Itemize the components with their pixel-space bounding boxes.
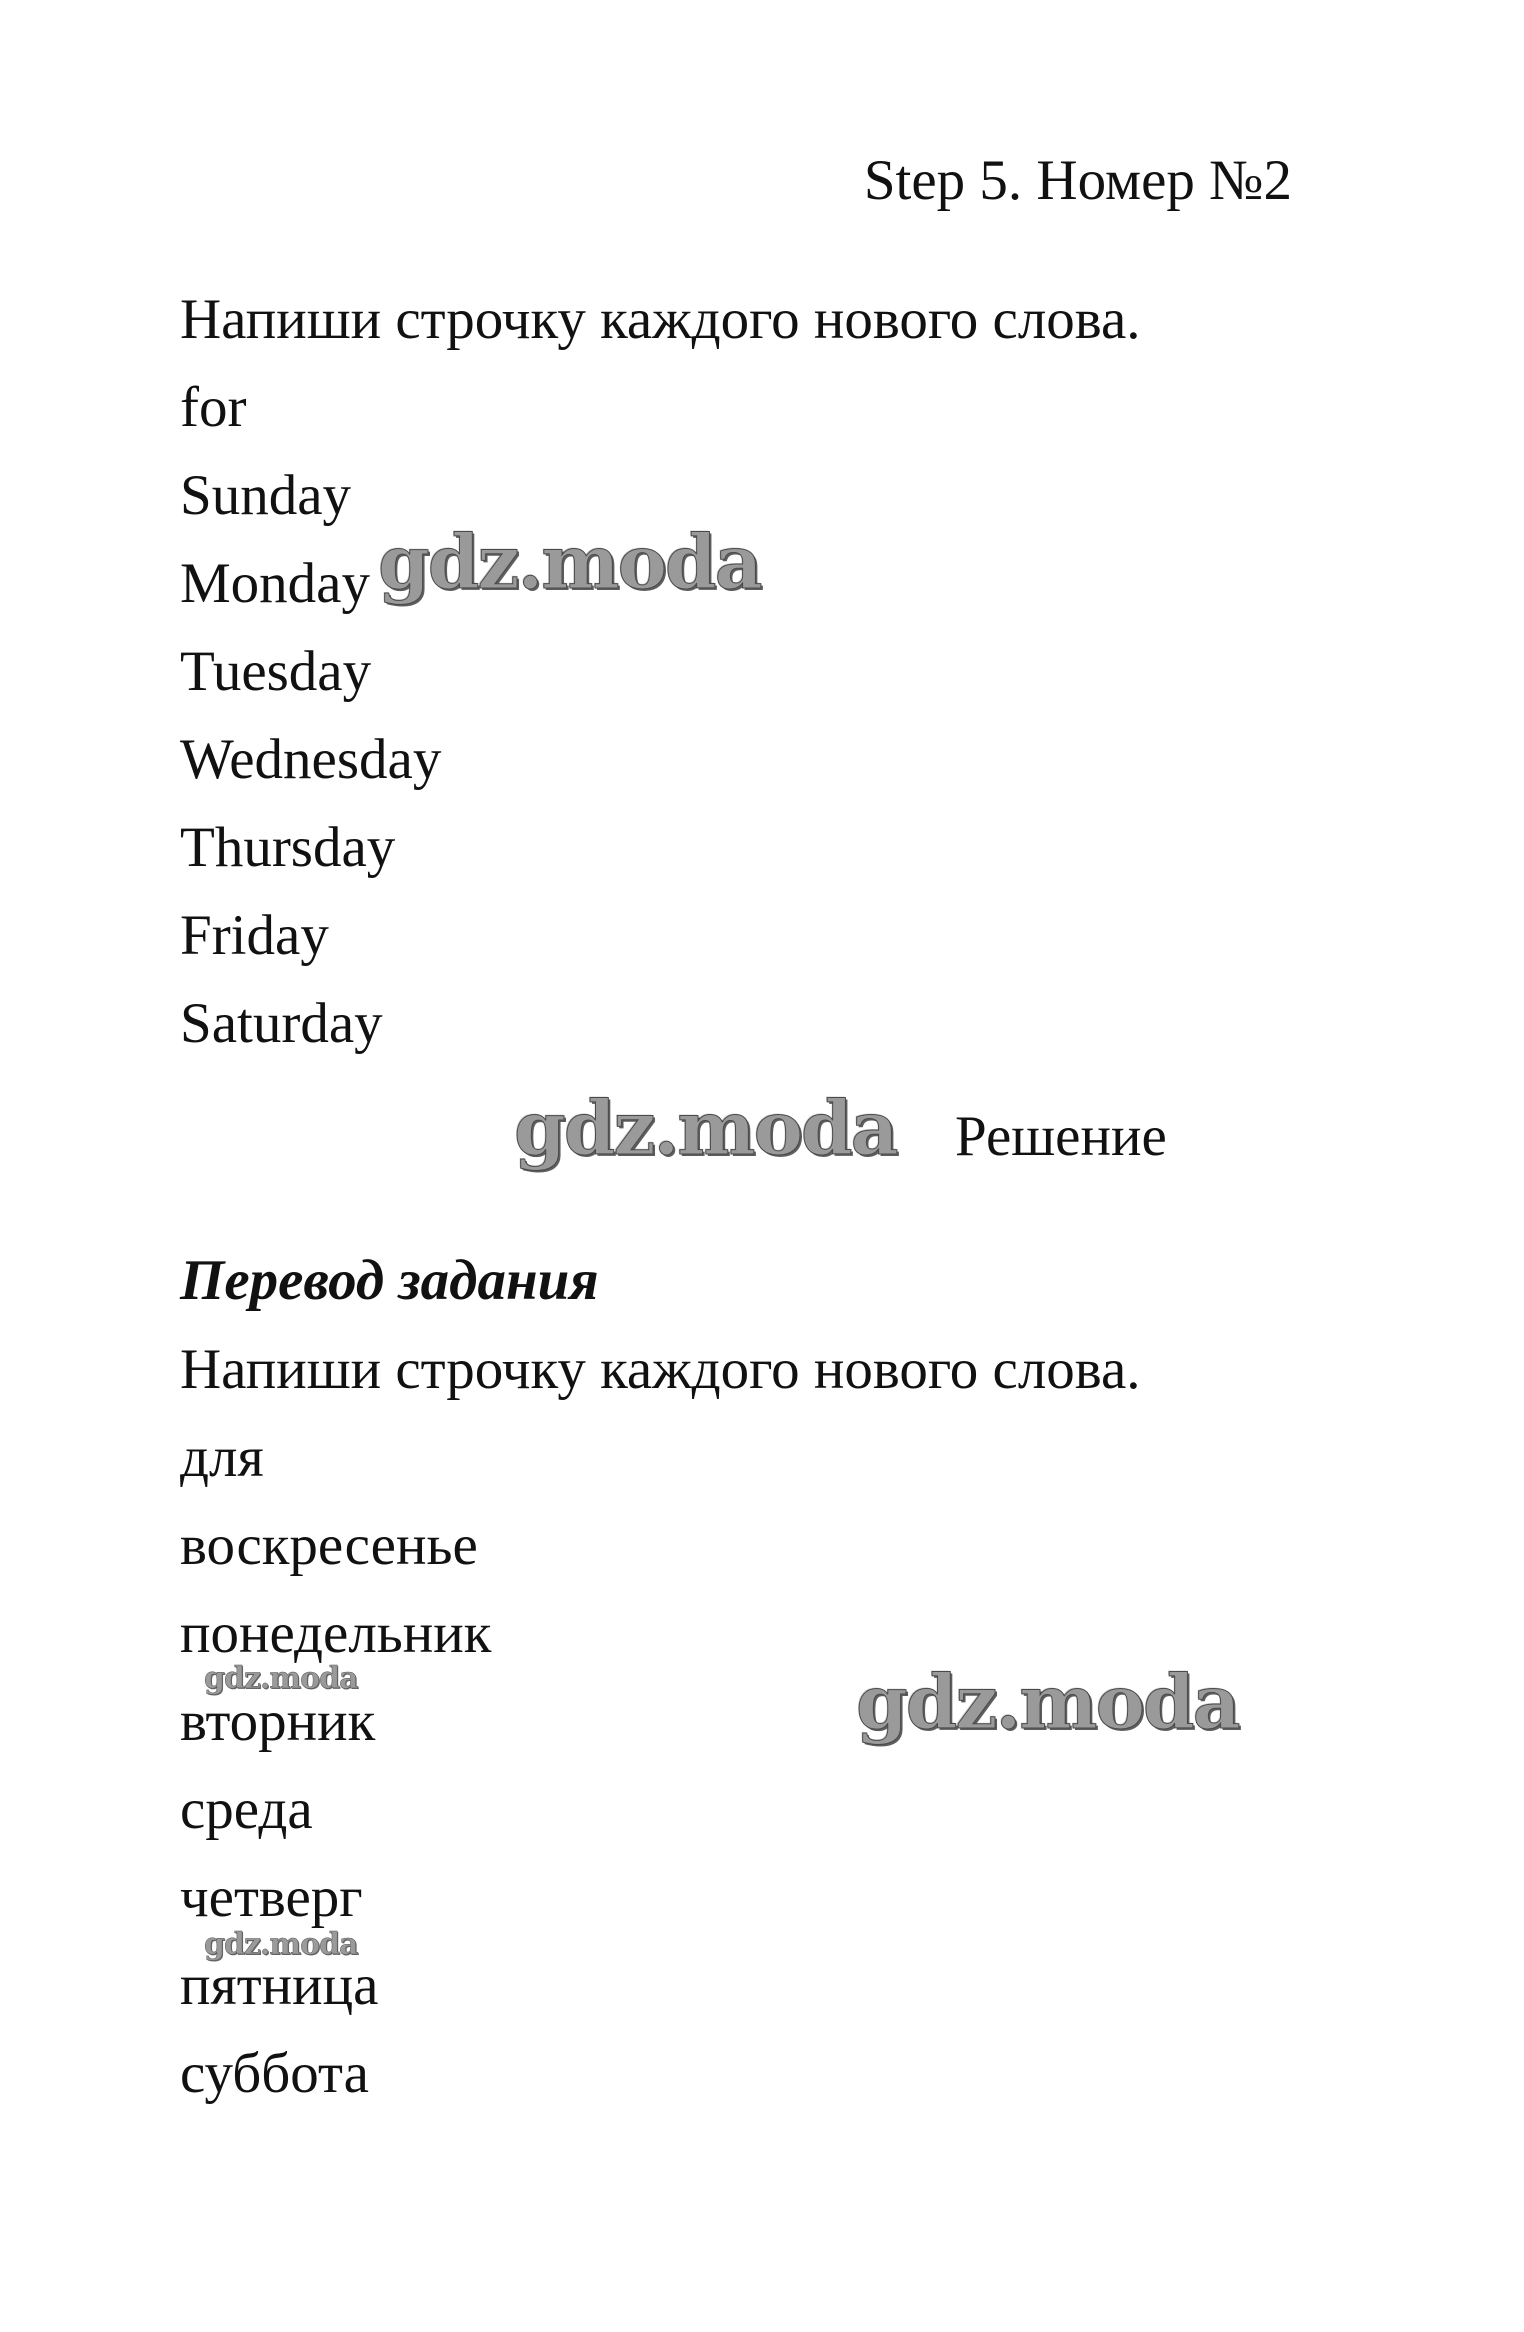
translation-word-item: вторник	[180, 1690, 376, 1753]
word-item: Friday	[180, 904, 329, 967]
word-item: Tuesday	[180, 640, 372, 703]
watermark-logo: gdz.moda	[378, 520, 761, 606]
translation-word-item: для	[180, 1426, 264, 1489]
word-item: Thursday	[180, 816, 396, 879]
translation-word-item: пятница	[180, 1954, 379, 2017]
watermark-logo: gdz.moda	[856, 1660, 1239, 1746]
word-item: Sunday	[180, 464, 351, 527]
task-instruction: Напиши строчку каждого нового слова.	[180, 288, 1141, 351]
translation-word-item: четверг	[180, 1866, 363, 1929]
translation-title: Перевод задания	[180, 1249, 599, 1312]
translation-word-item: среда	[180, 1778, 313, 1841]
page-header: Step 5. Номер №2	[863, 149, 1292, 212]
solution-label: Решение	[955, 1105, 1167, 1168]
word-item: for	[180, 376, 247, 439]
word-item: Wednesday	[180, 728, 442, 791]
translation-word-item: воскресенье	[180, 1514, 478, 1577]
word-item: Saturday	[180, 992, 383, 1055]
watermark-logo: gdz.moda	[514, 1086, 897, 1172]
translation-instruction: Напиши строчку каждого нового слова.	[180, 1338, 1141, 1401]
task-block	[180, 276, 1141, 1068]
word-item: Monday	[180, 552, 370, 615]
translation-word-item: суббота	[180, 2042, 369, 2105]
watermark-logo-small: gdz.moda	[204, 1661, 358, 1696]
translation-word-item: понедельник	[180, 1602, 492, 1665]
watermark-logo-small: gdz.moda	[204, 1927, 358, 1962]
